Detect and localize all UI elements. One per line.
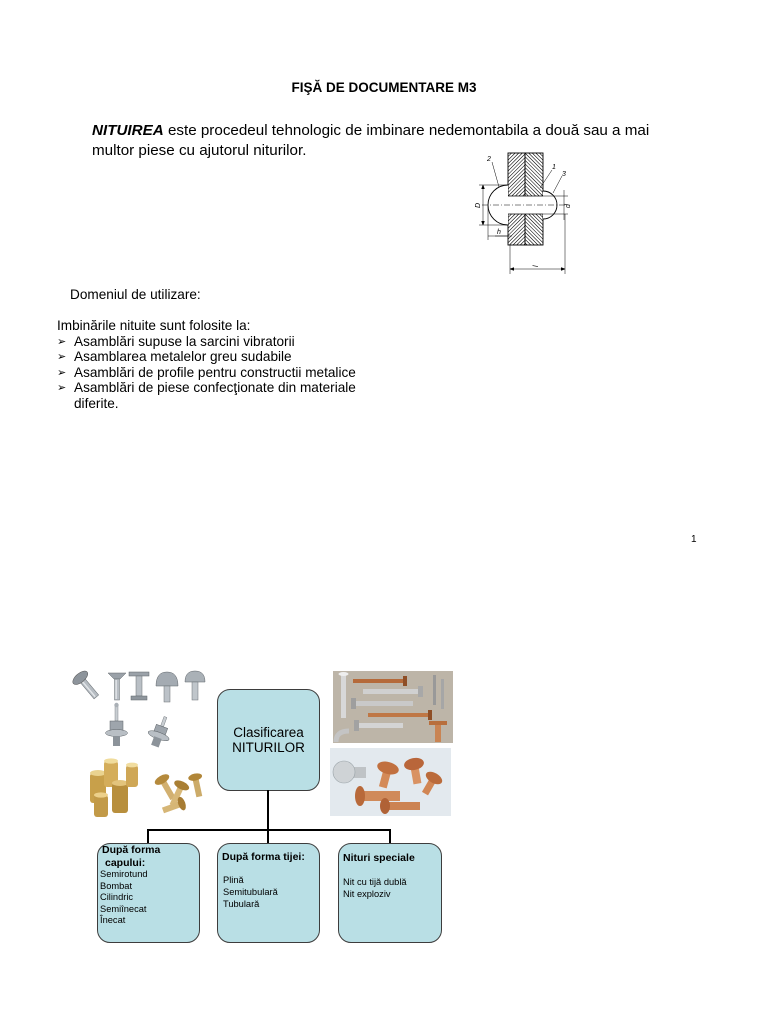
hatch-line <box>539 153 543 157</box>
hatch-line <box>536 153 543 160</box>
hatch-line <box>519 190 525 196</box>
category-box-special <box>338 843 442 943</box>
list-item <box>57 380 375 411</box>
category-box-shank-shape <box>217 843 320 943</box>
list-item: Înecat <box>100 915 126 925</box>
classification-title <box>218 725 319 755</box>
usage-list <box>57 334 375 412</box>
hatch-line <box>525 164 543 182</box>
hatch-line <box>517 237 525 245</box>
list-item-text: Asamblări de profile pentru constructii metalice <box>74 364 356 380</box>
list-item: Plină <box>223 875 244 885</box>
category-heading-line-2: capului: <box>105 856 146 869</box>
hatch-line <box>529 214 543 228</box>
drawing-label-D: D <box>475 202 482 208</box>
hatch-line <box>539 214 543 218</box>
hatch-line <box>525 218 543 236</box>
category-heading: Nituri speciale <box>343 852 415 864</box>
usage-list-block <box>57 318 375 411</box>
copper-rivets-photo <box>330 748 451 816</box>
hatch-line <box>525 225 543 243</box>
arrow-bullet-icon: ➢ <box>57 381 67 394</box>
brass-rivets-photo <box>82 755 212 819</box>
arrow-bullet-icon: ➢ <box>57 365 67 379</box>
hatch-line <box>508 153 522 167</box>
hatch-line <box>508 165 525 182</box>
hatch-line <box>508 226 525 243</box>
classification-title-line-2: NITURILOR <box>232 740 305 755</box>
list-item: Bombat <box>100 880 133 891</box>
hatch-line <box>508 153 515 160</box>
list-item <box>57 365 375 381</box>
hatch-line <box>529 153 543 167</box>
intro-line-1-text: este procedeul tehnologic de imbinare nedemontabila a două sau a mai <box>163 122 650 139</box>
hatch-line <box>525 157 543 175</box>
connector-left <box>147 829 149 843</box>
list-item-text: Asamblări de piese confecţionate din materiale diferite. <box>74 380 356 411</box>
classification-center-box <box>217 689 320 791</box>
list-item-text: Asamblări supuse la sarcini vibratorii <box>74 333 295 349</box>
hatch-line <box>508 214 512 218</box>
list-item: Semirotund <box>100 869 148 879</box>
connector-trunk <box>267 790 269 831</box>
hatch-line <box>508 161 525 178</box>
hatch-line <box>525 221 543 239</box>
drawing-label-h: h <box>497 229 501 236</box>
list-item <box>57 349 375 365</box>
hatch-line <box>536 214 543 221</box>
category-items <box>100 869 148 927</box>
hatch-line <box>525 167 543 185</box>
hatch-line <box>508 153 512 157</box>
hatch-line <box>525 153 543 171</box>
grey-rivets-photo <box>72 660 212 753</box>
hatch-line <box>513 233 525 245</box>
intro-line-1 <box>92 121 649 141</box>
usage-lead: Imbinările nituite sunt folosite la: <box>57 318 251 333</box>
hatch-line <box>508 215 525 232</box>
category-heading: După forma tijei: <box>222 851 305 863</box>
hatch-line <box>525 239 531 245</box>
category-heading <box>102 844 160 869</box>
hatch-line <box>508 222 525 239</box>
hatch-line <box>512 183 525 196</box>
hatch-line <box>508 168 525 185</box>
hatch-line <box>508 158 525 175</box>
hatch-line <box>525 182 539 196</box>
hatch-line <box>525 193 528 196</box>
classification-title-line-1: Clasificarea <box>233 725 304 740</box>
intro-term: NITUIREA <box>92 122 164 139</box>
hatch-line <box>525 214 543 232</box>
hatch-line <box>525 175 543 193</box>
hatch-line <box>508 214 515 221</box>
drawing-label-part-2: 2 <box>487 156 491 163</box>
document-title: FIŞĂ DE DOCUMENTARE M3 <box>291 80 477 95</box>
list-item: Cilindric <box>100 892 134 902</box>
list-item: Nit cu tijă dublă <box>343 877 407 887</box>
connector-right <box>389 829 391 843</box>
arrow-bullet-icon: ➢ <box>57 334 67 348</box>
list-item: Tubulară <box>223 899 260 909</box>
hatch-line <box>508 214 522 228</box>
hatch-line <box>508 172 525 189</box>
connector-bar <box>147 829 391 831</box>
list-item <box>57 334 375 350</box>
drawing-label-part-3: 3 <box>562 171 566 178</box>
hatch-line <box>525 228 542 245</box>
assorted-rivets-photo <box>333 671 453 743</box>
hatch-line <box>525 160 543 178</box>
usage-heading: Domeniul de utilizare: <box>70 287 201 302</box>
arrow-bullet-icon: ➢ <box>57 350 67 363</box>
drawing-label-l: l <box>533 265 540 267</box>
category-items <box>223 874 278 910</box>
hatch-line <box>508 179 525 196</box>
hatch-line <box>525 178 543 196</box>
intro-line-2: multor piese cu ajutorul niturilor. <box>92 141 307 159</box>
category-heading-line-1: După forma <box>102 844 161 856</box>
drawing-label-d: d <box>565 204 572 208</box>
list-item: Semitubulară <box>223 887 278 897</box>
rivet-section-drawing <box>470 150 575 278</box>
hatch-line <box>525 189 532 196</box>
page-number: 1 <box>691 534 697 545</box>
category-items <box>343 876 407 900</box>
list-item-text: Asamblarea metalelor greu sudabile <box>74 349 292 364</box>
hatch-line <box>525 171 543 189</box>
list-item: Semiînecat <box>100 903 147 914</box>
hatch-line <box>508 154 525 171</box>
hatch-line <box>508 219 525 236</box>
category-box-head-shape <box>97 843 200 943</box>
hatch-line <box>508 176 525 193</box>
drawing-label-part-1: 1 <box>552 164 556 171</box>
hatch-line <box>525 232 538 245</box>
connector-middle <box>267 829 269 843</box>
list-item: Nit exploziv <box>343 889 391 899</box>
